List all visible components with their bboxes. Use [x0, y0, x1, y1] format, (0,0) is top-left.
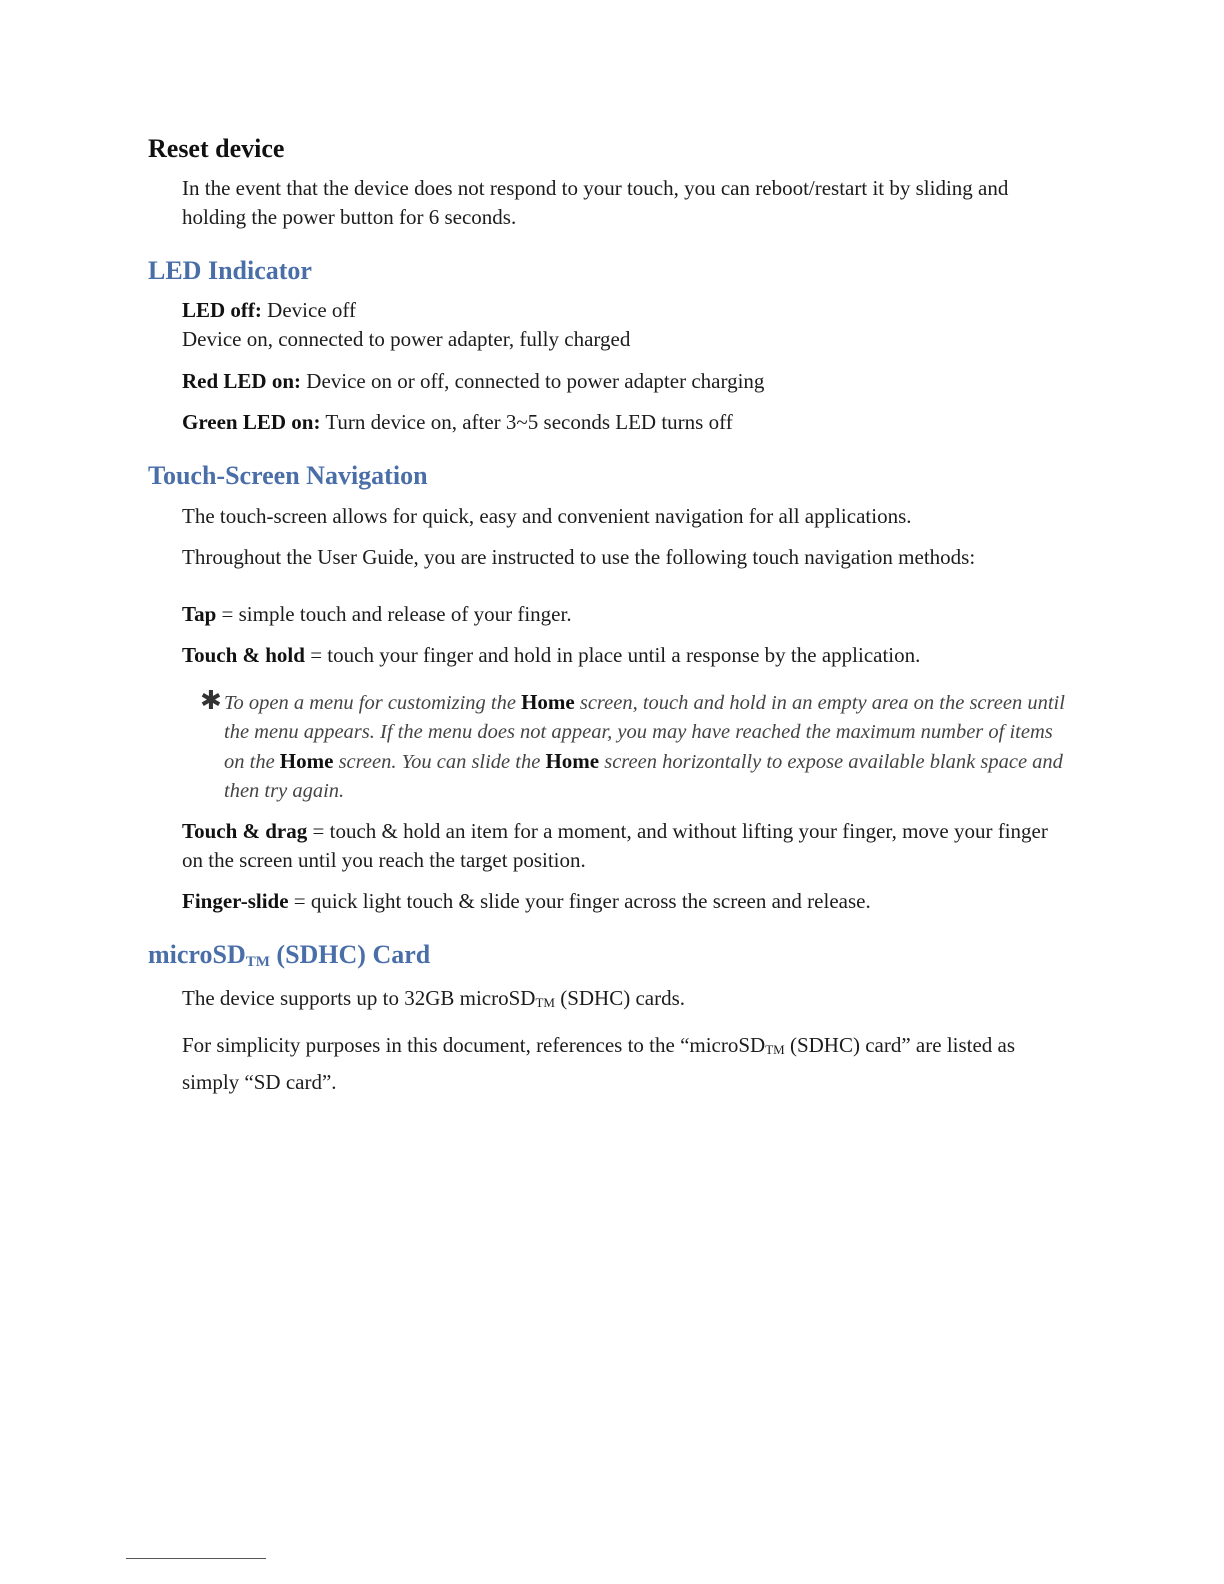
sd-p1-a: The device supports up to 32GB microSD [182, 986, 536, 1010]
red-led-label: Red LED on: [182, 369, 302, 393]
red-led-text: Device on or off, connected to power adapter charging [301, 369, 765, 393]
note-home-3: Home [545, 749, 600, 773]
microsd-title-tm: TM [245, 954, 270, 970]
green-led-label: Green LED on: [182, 410, 321, 434]
sd-p1-tm: TM [535, 995, 555, 1010]
led-off-text: Device off [261, 298, 356, 322]
microsd-support-text [182, 984, 1062, 1017]
touch-intro-text: The touch-screen allows for quick, easy and convenient navigation for all applications. [182, 504, 912, 528]
note-text-part-3: screen. You can slide the [333, 751, 546, 773]
touch-hold-label: Touch & hold [182, 643, 305, 667]
led-on-charged-line: Device on, connected to power adapter, fully charged [182, 327, 631, 351]
touch-hold-line [182, 641, 1062, 670]
reset-device-text: In the event that the device does not respond to your touch, you can reboot/restart it by sliding and holding the power button for 6 seconds. [182, 176, 1009, 229]
tap-line [182, 600, 1062, 629]
touch-guide-text: Throughout the User Guide, you are instructed to use the following touch navigation methods: [182, 545, 976, 569]
note-text-part-1: To open a menu for customizing the [224, 692, 522, 714]
touch-hold-text: = touch your finger and hold in place until a response by the application. [304, 643, 921, 667]
note-text [224, 688, 1069, 806]
green-led-text: Turn device on, after 3~5 seconds LED turns off [320, 410, 733, 434]
tap-text: = simple touch and release of your finger. [216, 602, 572, 626]
note-home-2: Home [279, 749, 334, 773]
touch-drag-label: Touch & drag [182, 819, 308, 843]
touch-drag-text: = touch & hold an item for a moment, and without lifting your finger, move your finger on the screen until you reach the target position. [182, 819, 1048, 872]
reset-device-heading: Reset device [148, 134, 285, 163]
sd-p2-a: For simplicity purposes in this document, references to the “microSD [182, 1033, 766, 1057]
microsd-title-b: (SDHC) Card [269, 940, 431, 969]
sd-p2-tm: TM [765, 1042, 785, 1057]
sd-p2-b: (SDHC) card” are listed as simply “SD card”. [182, 1033, 1016, 1094]
asterisk-icon: ✱ [200, 686, 222, 716]
note-text-part-4: screen horizontally to expose available blank space and then try again. [224, 751, 1063, 802]
finger-slide-text: = quick light touch & slide your finger across the screen and release. [288, 889, 871, 913]
red-led-line [182, 367, 1062, 396]
microsd-card-heading [148, 940, 430, 971]
note-text-part-2: screen, touch and hold in an empty area on the screen until the menu appears. If the menu does not appear, you may have reached the maximum number of items on the [224, 692, 1065, 773]
green-led-line [182, 408, 1062, 437]
tap-label: Tap [182, 602, 217, 626]
finger-slide-label: Finger-slide [182, 889, 289, 913]
footer-rule [126, 1558, 266, 1559]
led-off-label: LED off: [182, 298, 262, 322]
microsd-title-a: microSD [148, 940, 246, 969]
sd-card-reference-text [182, 1029, 1062, 1098]
finger-slide-line [182, 887, 1062, 916]
touch-screen-navigation-heading: Touch-Screen Navigation [148, 461, 428, 490]
sd-p1-b: (SDHC) cards. [554, 986, 686, 1010]
led-indicator-heading: LED Indicator [148, 256, 312, 285]
note-home-1: Home [521, 690, 575, 714]
led-off-line [182, 296, 1062, 325]
touch-drag-line [182, 817, 1062, 875]
